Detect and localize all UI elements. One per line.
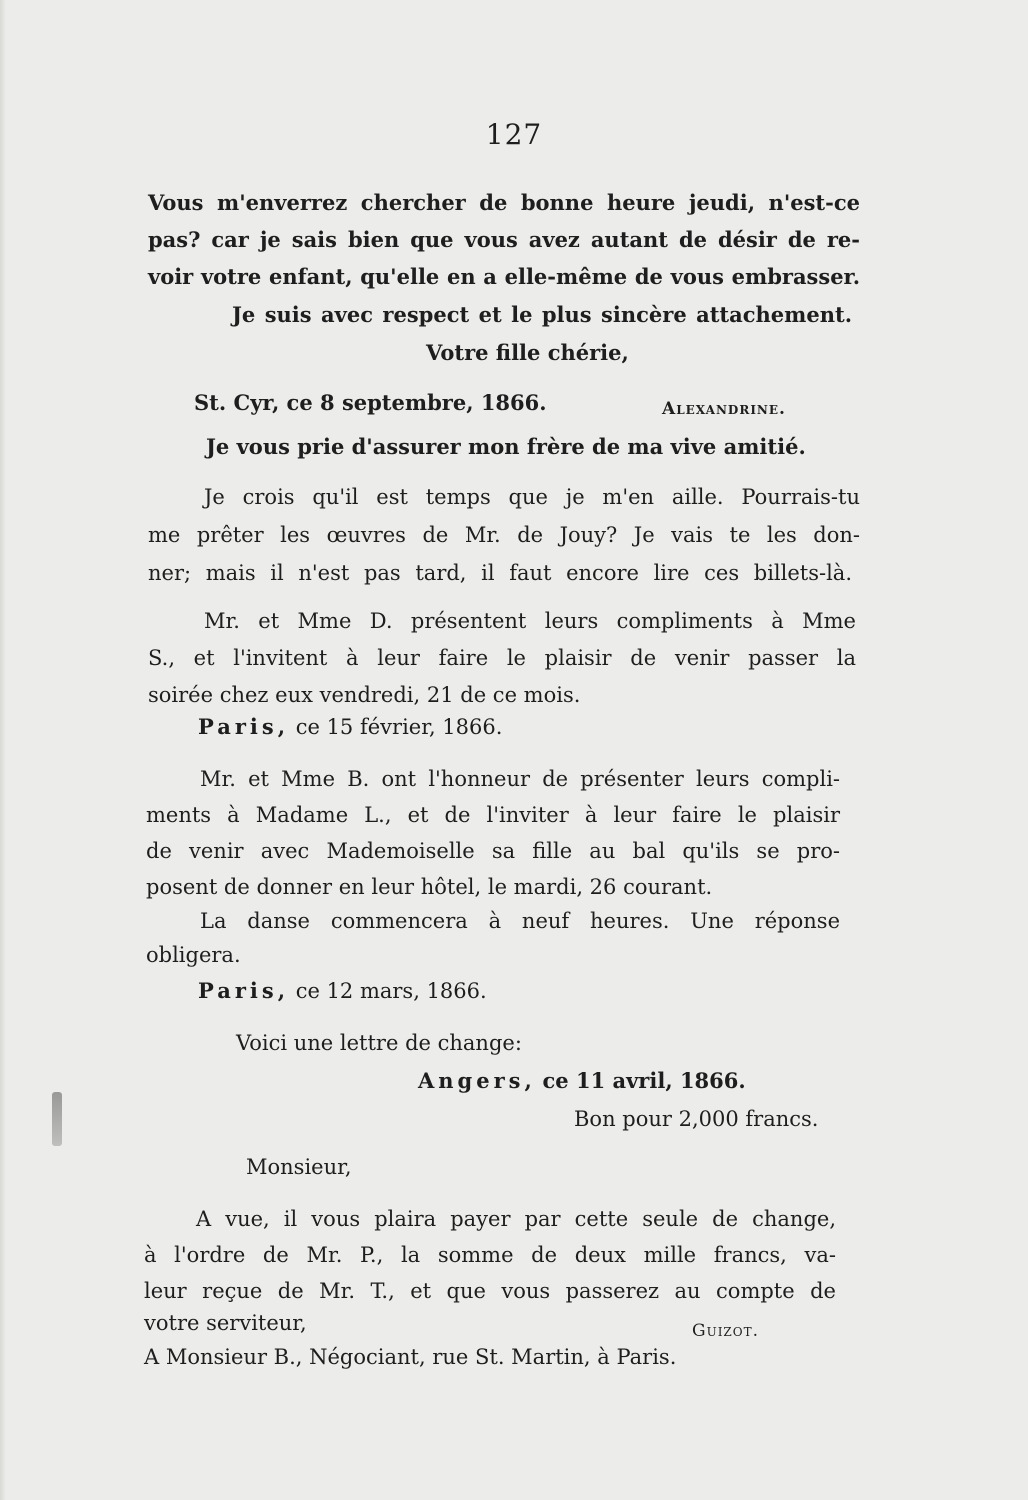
invitation1-date: ce 15 février, 1866. <box>295 715 503 739</box>
invitation1-line-3: soirée chez eux vendredi, 21 de ce mois. <box>148 683 581 707</box>
bill-address: A Monsieur B., Négociant, rue St. Martin, à Paris. <box>144 1345 677 1369</box>
letter1-line-4: Je suis avec respect et le plus sincère attachement. <box>232 302 852 327</box>
bill-line-4: votre serviteur, <box>144 1311 307 1335</box>
bill-amount: Bon pour 2,000 francs. <box>574 1107 819 1131</box>
letter1-signature: Alexandrine. <box>662 399 786 419</box>
invitation2-date: ce 12 mars, 1866. <box>295 979 487 1003</box>
bill-intro: Voici une lettre de change: <box>236 1031 522 1055</box>
bill-signature: Guizot. <box>692 1321 760 1341</box>
dialogue-line-2: me prêter les œuvres de Mr. de Jouy? Je vais te les don- <box>148 523 860 547</box>
invitation1-line-1: Mr. et Mme D. présentent leurs compliments à Mme <box>204 609 856 633</box>
letter1-line-2: pas? car je sais bien que vous avez autant de désir de re- <box>148 227 860 252</box>
dialogue-line-3: ner; mais il n'est pas tard, il faut encore lire ces billets-là. <box>148 561 852 585</box>
page-edge-shadow <box>0 0 6 1500</box>
bill-place: Angers, <box>418 1068 536 1093</box>
letter1-closing: Votre fille chérie, <box>426 340 629 365</box>
letter1-line-3: voir votre enfant, qu'elle en a elle-même de vous embrasser. <box>148 264 860 289</box>
invitation1-dateline <box>198 712 502 742</box>
invitation2-line-6: obligera. <box>146 943 241 967</box>
invitation1-line-2: S., et l'invitent à leur faire le plaisir de venir passer la <box>148 646 856 670</box>
page-number: 127 <box>485 118 543 151</box>
letter1-postscript: Je vous prie d'assurer mon frère de ma vive amitié. <box>206 434 806 459</box>
invitation1-place: Paris, <box>198 714 290 739</box>
bill-salutation: Monsieur, <box>246 1155 352 1179</box>
invitation2-line-4: posent de donner en leur hôtel, le mardi, 26 courant. <box>146 875 713 899</box>
bill-date: ce 11 avril, 1866. <box>542 1068 746 1093</box>
invitation2-line-5: La danse commencera à neuf heures. Une réponse <box>200 909 840 933</box>
invitation2-line-3: de venir avec Mademoiselle sa fille au bal qu'ils se pro- <box>146 839 840 863</box>
invitation2-dateline <box>198 976 487 1006</box>
letter1-place-date: St. Cyr, ce 8 septembre, 1866. <box>194 390 547 415</box>
bill-line-1: A vue, il vous plaira payer par cette seule de change, <box>196 1207 836 1231</box>
dialogue-line-1: Je crois qu'il est temps que je m'en aille. Pourrais-tu <box>204 485 860 509</box>
invitation2-line-1: Mr. et Mme B. ont l'honneur de présenter leurs compli- <box>200 767 840 791</box>
invitation2-place: Paris, <box>198 978 290 1003</box>
bill-line-2: à l'ordre de Mr. P., la somme de deux mille francs, va- <box>144 1243 836 1267</box>
bill-line-3: leur reçue de Mr. T., et que vous passerez au compte de <box>144 1279 836 1303</box>
invitation2-line-2: ments à Madame L., et de l'inviter à leur faire le plaisir <box>146 803 840 827</box>
bill-dateline <box>418 1066 746 1096</box>
binding-mark <box>52 1092 62 1146</box>
letter1-line-1: Vous m'enverrez chercher de bonne heure jeudi, n'est-ce <box>148 190 860 215</box>
